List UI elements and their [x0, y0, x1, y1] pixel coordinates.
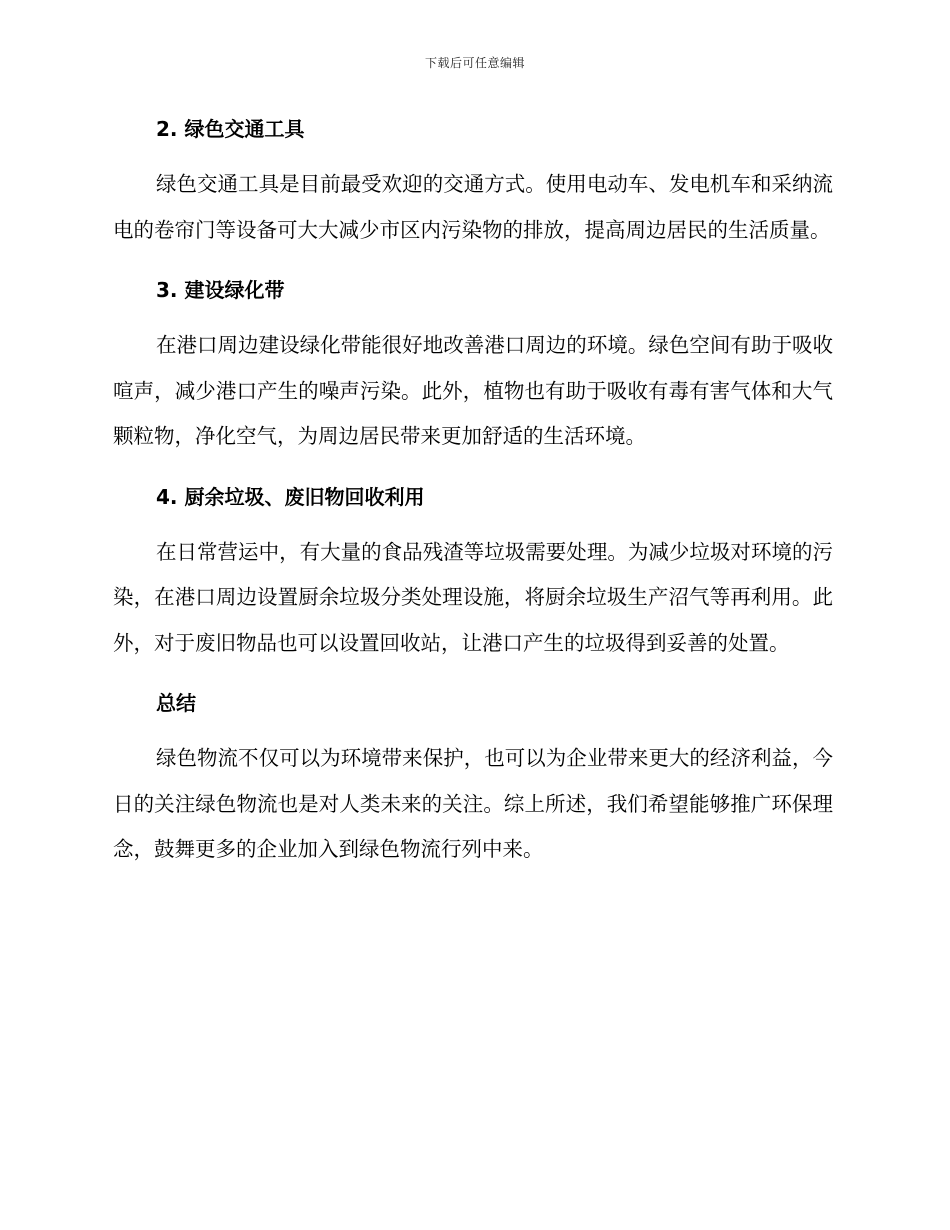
section-heading-waste-recycling: 4. 厨余垃圾、废旧物回收利用	[156, 484, 425, 509]
page-header: 下载后可任意编辑	[424, 56, 525, 70]
section-heading-summary: 总结	[156, 691, 196, 715]
paragraph-waste-recycling: 在日常营运中，有大量的食品残渣等垃圾需要处理。为减少垃圾对环境的污染，在港口周边设置厨余垃圾分类处理设施，将厨余垃圾生产沼气等再利用。此外，对于废旧物品也可以设置回收站，让港口产生的垃圾得到妥善的处置。	[113, 539, 833, 655]
document-body	[113, 110, 833, 873]
section-heading-greenbelt: 3. 建设绿化带	[156, 278, 285, 302]
paragraph-greenbelt: 在港口周边建设绿化带能很好地改善港口周边的环境。绿色空间有助于吸收喧声，减少港口产生的噪声污染。此外，植物也有助于吸收有毒有害气体和大气颗粒物，净化空气，为周边居民带来更加舒适的生活环境。	[113, 333, 833, 448]
paragraph-summary: 绿色物流不仅可以为环境带来保护，也可以为企业带来更大的经济利益，今日的关注绿色物流也是对人类未来的关注。综上所述，我们希望能够推广环保理念，鼓舞更多的企业加入到绿色物流行列中来。	[113, 746, 833, 861]
paragraph-green-transport: 绿色交通工具是目前最受欢迎的交通方式。使用电动车、发电机车和采纳流电的卷帘门等设备可大大减少市区内污染物的排放，提高周边居民的生活质量。	[113, 172, 833, 242]
section-heading-green-transport: 2. 绿色交通工具	[156, 117, 305, 141]
